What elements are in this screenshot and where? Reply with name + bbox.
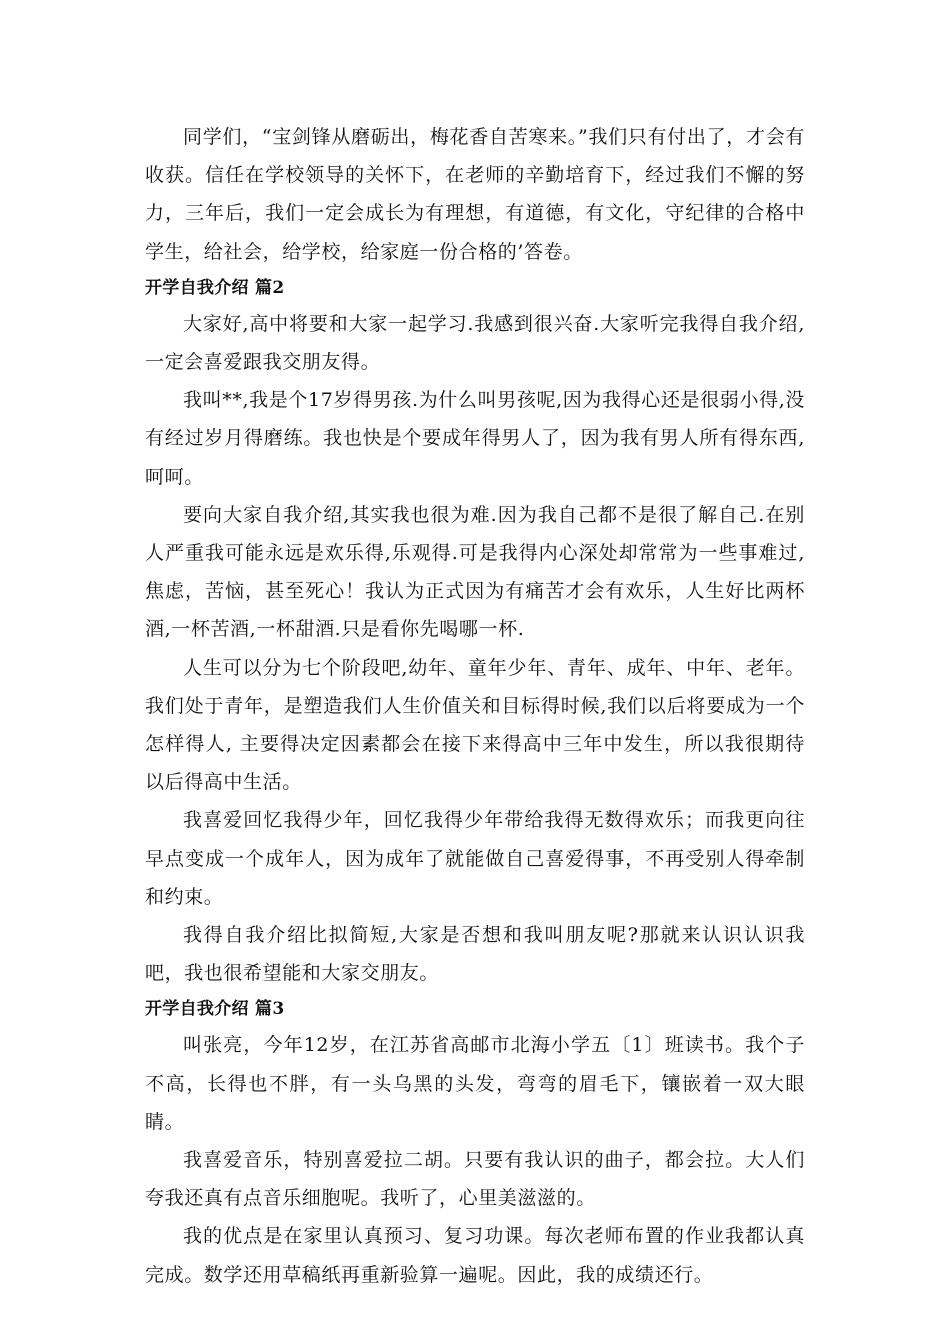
paragraph: 我的优点是在家里认真预习、复习功课。每次老师布置的作业我都认真完成。数学还用草稿纸再重新验算一遍呢。因此，我的成绩还行。 [145,1225,805,1286]
paragraph: 我得自我介绍比拟简短,大家是否想和我叫朋友呢?那就来认识认识我吧，我也很希望能和大家交朋友。 [145,924,805,985]
document-page [145,118,805,1294]
paragraph: 要向大家自我介绍,其实我也很为难.因为我自己都不是很了解自己.在别人严重我可能永远是欢乐得,乐观得.可是我得内心深处却常常为一些事难过,焦虑，苦恼，甚至死心！我认为正式因为有痛苦才会有欢乐，人生好比两杯酒,一杯苦酒,一杯甜酒.只是看你先喝哪一杯. [145,503,805,641]
paragraph: 我喜爱回忆我得少年，回忆我得少年带给我得无数得欢乐；而我更向往早点变成一个成年人，因为成年了就能做自己喜爱得事，不再受别人得牵制和约束。 [145,809,805,908]
section-part-2 [145,271,805,993]
section-part-3 [145,992,805,1293]
section-intro [145,118,805,271]
paragraph: 叫张亮，今年12岁，在江苏省高邮市北海小学五〔1〕班读书。我个子不高，长得也不胖，有一头乌黑的头发，弯弯的眉毛下，镶嵌着一双大眼睛。 [145,1034,805,1133]
section-heading: 开学自我介绍 篇2 [145,277,285,298]
paragraph: 大家好,高中将要和大家一起学习.我感到很兴奋.大家听完我得自我介绍,一定会喜爱跟我交朋友得。 [145,312,805,374]
paragraph: 我喜爱音乐，特别喜爱拉二胡。只要有我认识的曲子，都会拉。大人们夸我还真有点音乐细胞呢。我听了，心里美滋滋的。 [145,1149,805,1210]
paragraph: 同学们，“宝剑锋从磨砺出，梅花香自苦寒来。”我们只有付出了，才会有收获。信任在学校领导的关怀下，在老师的辛勤培育下，经过我们不懈的努力，三年后，我们一定会成长为有理想，有道德，有文化，守纪律的合格中学生，给社会，给学校，给家庭一份合格的’答卷。 [145,126,805,263]
section-heading: 开学自我介绍 篇3 [145,999,285,1020]
paragraph: 我叫**,我是个17岁得男孩.为什么叫男孩呢,因为我得心还是很弱小得,没有经过岁月得磨练。我也快是个要成年得男人了，因为我有男人所有得东西,呵呵。 [145,389,805,488]
paragraph: 人生可以分为七个阶段吧,幼年、童年少年、青年、成年、中年、老年。我们处于青年，是塑造我们人生价值关和目标得时候,我们以后将要成为一个怎样得人, 主要得决定因素都会在接下来得高中三年中发生，所以我很期待以后得高中生活。 [145,656,805,794]
